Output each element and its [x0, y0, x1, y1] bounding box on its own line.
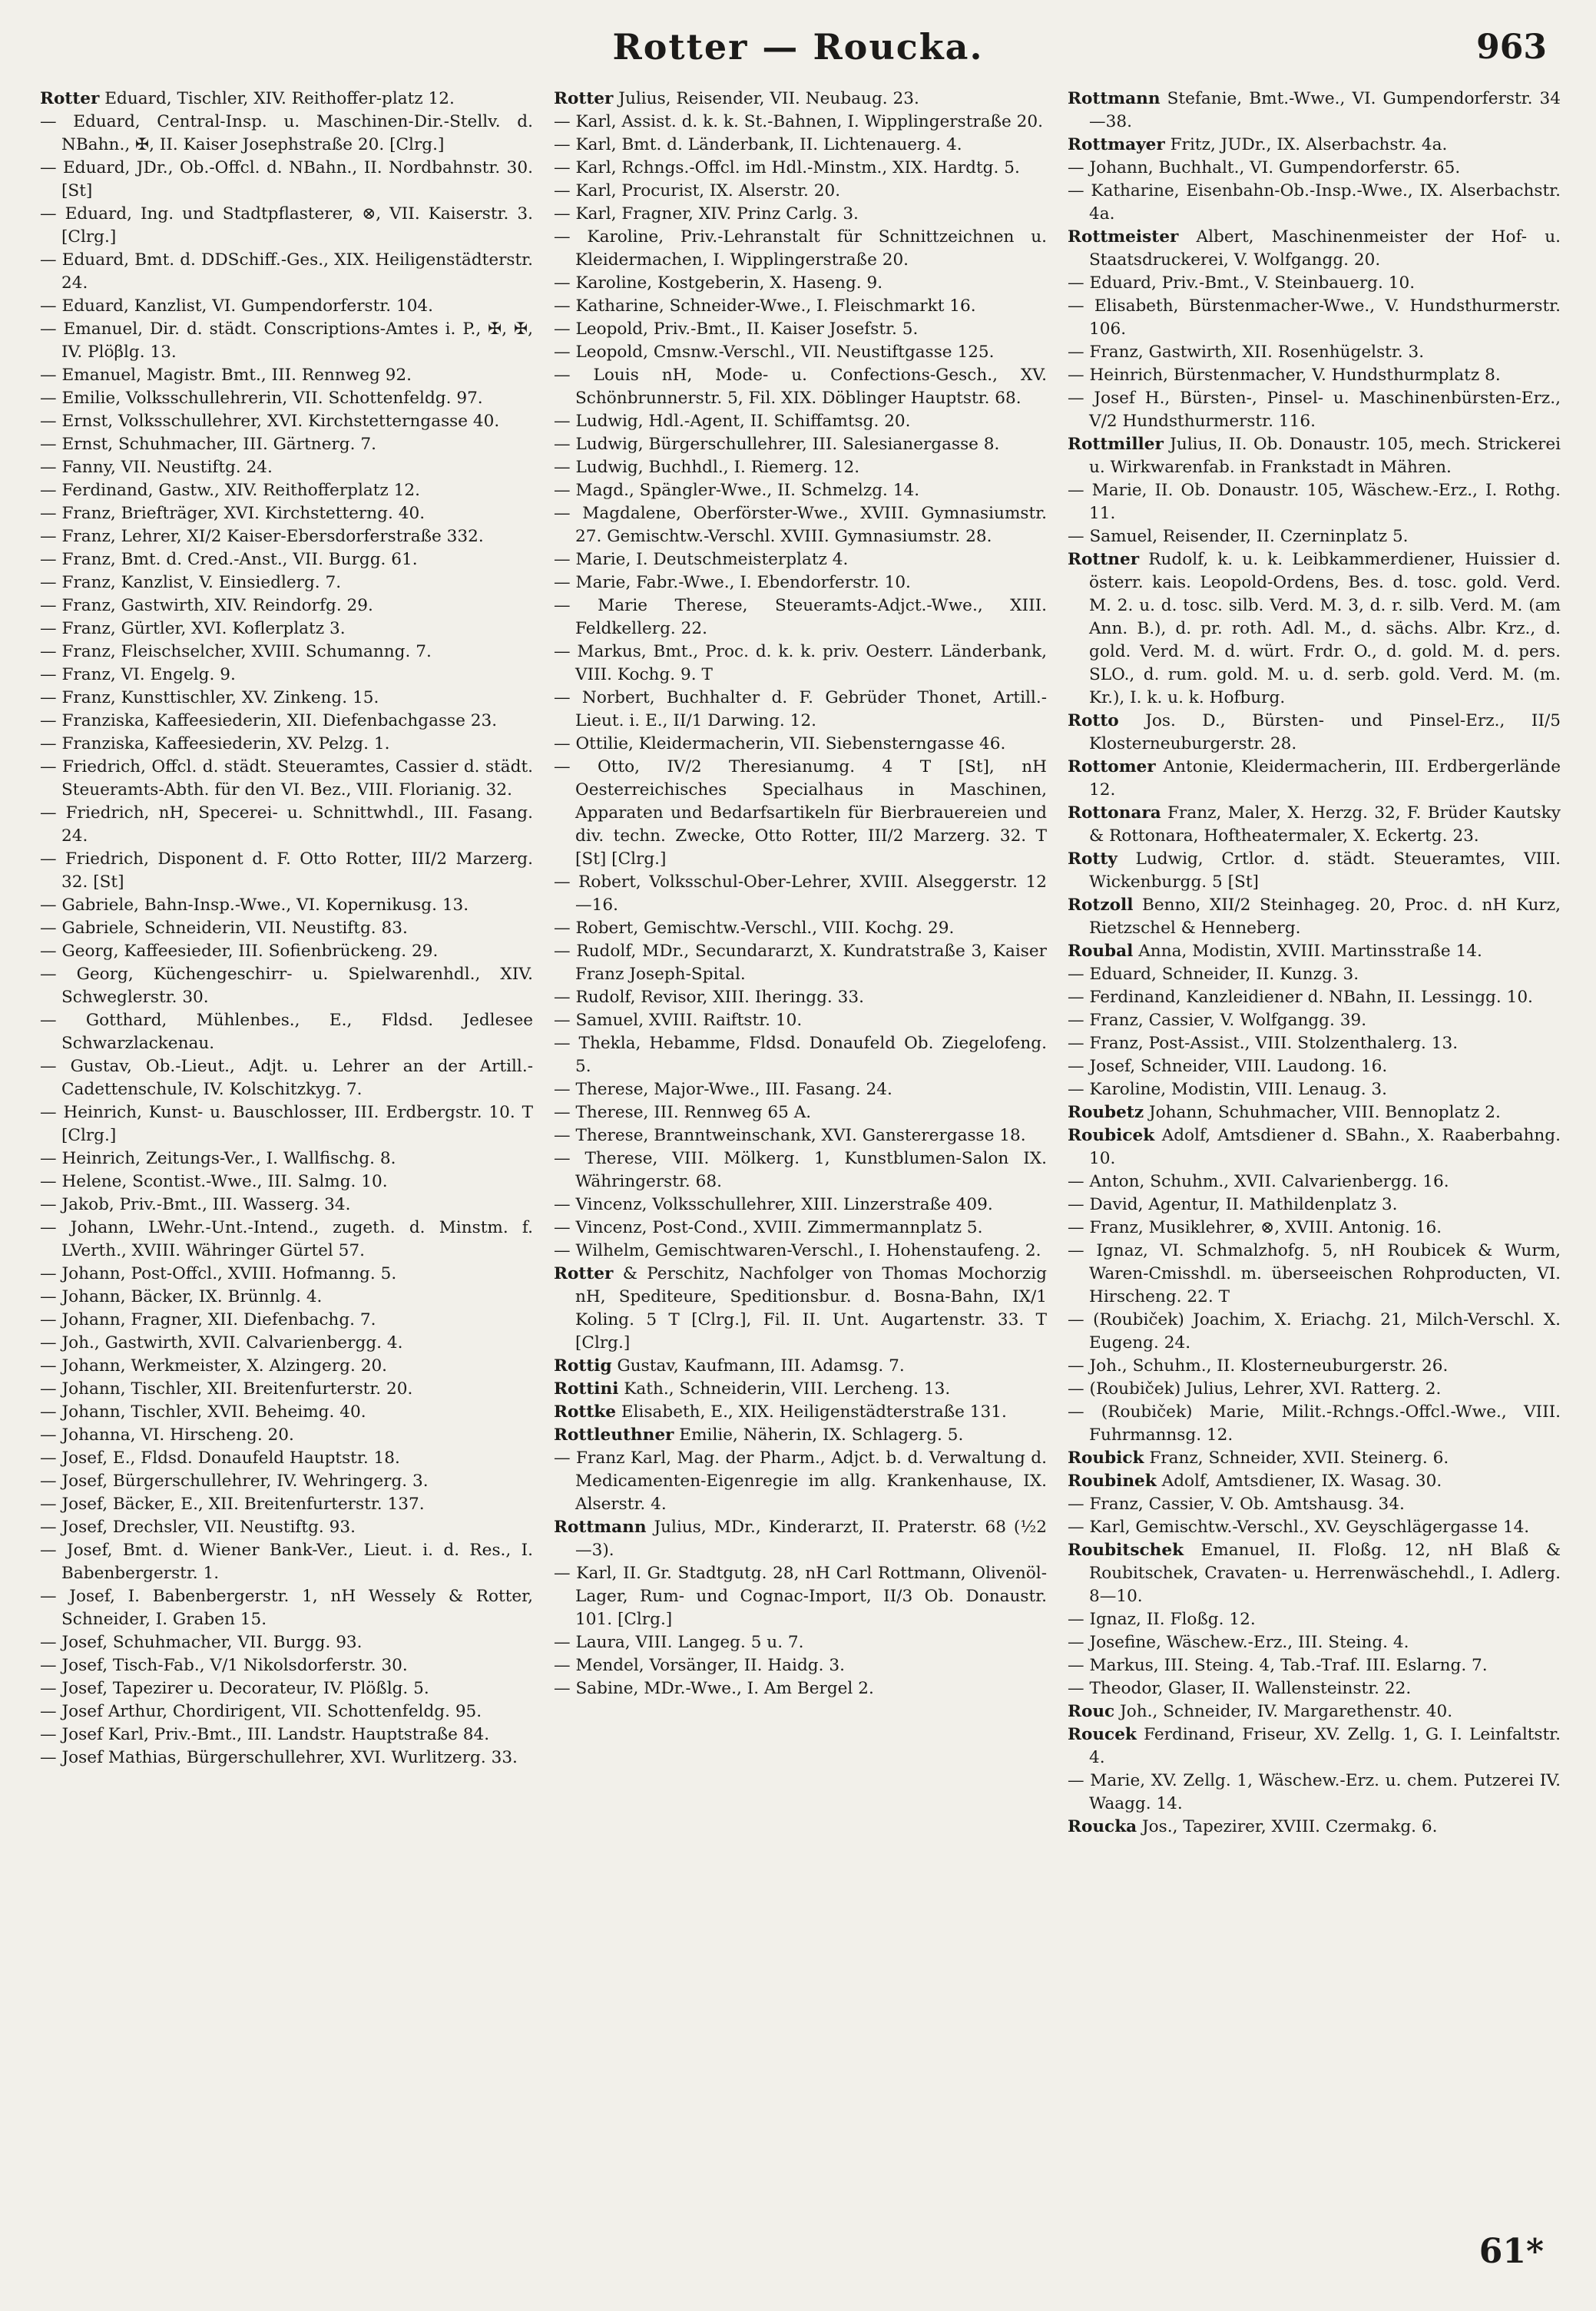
directory-entry: Rotter Eduard, Tischler, XIV. Reithoffer-platz 12. [40, 89, 455, 108]
directory-entry: — Marie, I. Deutschmeisterplatz 4. [554, 550, 849, 569]
directory-entry: — Therese, VIII. Mölkerg. 1, Kunstblumen-Salon IX. Währingerstr. 68. [554, 1149, 1047, 1191]
directory-entry: Rottleuthner Emilie, Näherin, IX. Schlagerg. 5. [554, 1425, 964, 1445]
directory-columns [40, 88, 1561, 2238]
directory-entry: — Josef, Schneider, VIII. Laudong. 16. [1068, 1057, 1388, 1076]
directory-column-3 [1068, 88, 1561, 2238]
directory-entry: — Karl, Procurist, IX. Alserstr. 20. [554, 181, 841, 200]
directory-entry: Rottke Elisabeth, E., XIX. Heiligenstädterstraße 131. [554, 1402, 1007, 1422]
directory-entry: — Samuel, Reisender, II. Czerninplatz 5. [1068, 527, 1409, 546]
directory-entry: — Franz, Cassier, V. Wolfgangg. 39. [1068, 1011, 1367, 1030]
directory-entry: Rotter Julius, Reisender, VII. Neubaug. 23. [554, 89, 919, 108]
directory-entry: — Vincenz, Post-Cond., XVIII. Zimmermannplatz 5. [554, 1218, 983, 1237]
directory-entry: — Heinrich, Bürstenmacher, V. Hundsthurmplatz 8. [1068, 366, 1501, 385]
directory-entry: — Leopold, Cmsnw.-Verschl., VII. Neustiftgasse 125. [554, 343, 995, 362]
directory-entry: — Johann, Tischler, XII. Breitenfurterstr. 20. [40, 1379, 413, 1399]
directory-entry: — (Roubiček) Joachim, X. Eriachg. 21, Milch-Verschl. X. Eugeng. 24. [1068, 1310, 1561, 1352]
directory-entry: — Josef, I. Babenbergerstr. 1, nH Wessely & Rotter, Schneider, I. Graben 15. [40, 1587, 533, 1629]
directory-entry: — Franz, Kunsttischler, XV. Zinkeng. 15. [40, 688, 379, 707]
directory-entry: — Karl, II. Gr. Stadtgutg. 28, nH Carl Rottmann, Olivenöl-Lager, Rum- und Cognac-Import, II/3 Ob. Donaustr. 101. [Clrg.] [554, 1564, 1047, 1629]
directory-entry: — Johann, Buchhalt., VI. Gumpendorferstr. 65. [1068, 158, 1461, 177]
directory-entry: Rouc Joh., Schneider, IV. Margarethenstr. 40. [1068, 1702, 1453, 1721]
directory-entry: Roubinek Adolf, Amtsdiener, IX. Wasag. 30. [1068, 1472, 1442, 1491]
directory-entry: — Ottilie, Kleidermacherin, VII. Siebensterngasse 46. [554, 734, 1006, 753]
directory-entry: — Franz, Post-Assist., VIII. Stolzenthalerg. 13. [1068, 1034, 1459, 1053]
directory-entry: — Robert, Gemischtw.-Verschl., VIII. Kochg. 29. [554, 919, 955, 938]
directory-entry: — Eduard, Schneider, II. Kunzg. 3. [1068, 965, 1359, 984]
directory-entry: — Karl, Bmt. d. Länderbank, II. Lichtenauerg. 4. [554, 135, 962, 154]
directory-entry: — Franz, Musiklehrer, ⊗, XVIII. Antonig. 16. [1068, 1218, 1442, 1237]
directory-entry: — Josef, Drechsler, VII. Neustiftg. 93. [40, 1518, 356, 1537]
directory-entry: — Karl, Assist. d. k. k. St.-Bahnen, I. Wipplingerstraße 20. [554, 112, 1043, 131]
directory-entry: — Johann, Tischler, XVII. Beheimg. 40. [40, 1402, 366, 1422]
directory-entry: — Friedrich, Offcl. d. städt. Steueramtes, Cassier d. städt. Steueramts-Abth. für den VI. Bez., VIII. Florianig. 32. [40, 757, 533, 800]
directory-entry: Rotzoll Benno, XII/2 Steinhageg. 20, Proc. d. nH Kurz, Rietzschel & Henneberg. [1068, 896, 1561, 938]
running-title: Rotter — Roucka. [612, 26, 984, 68]
directory-entry: — Ignaz, II. Floßg. 12. [1068, 1610, 1256, 1629]
directory-entry: — Ludwig, Hdl.-Agent, II. Schiffamtsg. 20. [554, 412, 911, 431]
directory-entry: Rotto Jos. D., Bürsten- und Pinsel-Erz., II/5 Klosterneuburgerstr. 28. [1068, 711, 1561, 753]
directory-entry: — Karoline, Kostgeberin, X. Haseng. 9. [554, 273, 883, 293]
directory-entry: — Karl, Fragner, XIV. Prinz Carlg. 3. [554, 204, 859, 223]
directory-entry: — Magd., Spängler-Wwe., II. Schmelzg. 14. [554, 481, 920, 500]
directory-entry: — Marie Therese, Steueramts-Adjct.-Wwe., XIII. Feldkellerg. 22. [554, 596, 1047, 638]
directory-entry: — Vincenz, Volksschullehrer, XIII. Linzerstraße 409. [554, 1195, 993, 1214]
directory-entry: — Elisabeth, Bürstenmacher-Wwe., V. Hundsthurmerstr. 106. [1068, 296, 1561, 339]
directory-entry: — Josef, Bürgerschullehrer, IV. Wehringerg. 3. [40, 1472, 429, 1491]
directory-entry: — Franz, Briefträger, XVI. Kirchstetterng. 40. [40, 504, 425, 523]
directory-entry: — Emanuel, Magistr. Bmt., III. Rennweg 92. [40, 366, 412, 385]
page-number: 963 [1476, 28, 1547, 67]
directory-entry: — Josef, Tapezirer u. Decorateur, IV. Plößlg. 5. [40, 1679, 429, 1698]
directory-entry: — Josef Mathias, Bürgerschullehrer, XVI. Wurlitzerg. 33. [40, 1748, 518, 1767]
directory-entry: — Ludwig, Bürgerschullehrer, III. Salesianergasse 8. [554, 435, 1000, 454]
directory-entry: — Emilie, Volksschullehrerin, VII. Schottenfeldg. 97. [40, 389, 483, 408]
directory-entry: — Markus, III. Steing. 4, Tab.-Traf. III. Eslarng. 7. [1068, 1656, 1488, 1675]
directory-entry: — Ludwig, Buchhdl., I. Riemerg. 12. [554, 458, 860, 477]
directory-entry: — Franz Karl, Mag. der Pharm., Adjct. b. d. Verwaltung d. Medicamenten-Eigenregie im allg. Krankenhause, IX. Alserstr. 4. [554, 1449, 1047, 1514]
directory-entry: — Franz, Kanzlist, V. Einsiedlerg. 7. [40, 573, 342, 592]
directory-entry: — Gabriele, Bahn-Insp.-Wwe., VI. Kopernikusg. 13. [40, 896, 469, 915]
directory-entry: — Mendel, Vorsänger, II. Haidg. 3. [554, 1656, 845, 1675]
directory-entry: Roubal Anna, Modistin, XVIII. Martinsstraße 14. [1068, 942, 1482, 961]
directory-entry: — Sabine, MDr.-Wwe., I. Am Bergel 2. [554, 1679, 874, 1698]
directory-entry: — Friedrich, nH, Specerei- u. Schnittwhdl., III. Fasang. 24. [40, 803, 533, 846]
directory-entry: — Anton, Schuhm., XVII. Calvarienbergg. 16. [1068, 1172, 1449, 1191]
directory-entry: — Laura, VIII. Langeg. 5 u. 7. [554, 1633, 804, 1652]
directory-entry: — Markus, Bmt., Proc. d. k. k. priv. Oesterr. Länderbank, VIII. Kochg. 9. T [554, 642, 1047, 684]
directory-entry: — Gustav, Ob.-Lieut., Adjt. u. Lehrer an der Artill.-Cadettenschule, IV. Kolschitzkyg. 7. [40, 1057, 533, 1099]
directory-entry: — Franz, Lehrer, XI/2 Kaiser-Ebersdorferstraße 332. [40, 527, 484, 546]
directory-entry: — Ignaz, VI. Schmalzhofg. 5, nH Roubicek & Wurm, Waren-Cmisshdl. m. überseeischen Rohproducten, VI. Hirscheng. 22. T [1068, 1241, 1561, 1306]
directory-entry: — Josef, Bmt. d. Wiener Bank-Ver., Lieut. i. d. Res., I. Babenbergerstr. 1. [40, 1541, 533, 1583]
directory-entry: — Heinrich, Kunst- u. Bauschlosser, III. Erdbergstr. 10. T [Clrg.] [40, 1103, 533, 1145]
directory-entry: — Josefine, Wäschew.-Erz., III. Steing. 4. [1068, 1633, 1409, 1652]
directory-entry: — Josef, Tisch-Fab., V/1 Nikolsdorferstr. 30. [40, 1656, 408, 1675]
directory-column-2 [554, 88, 1047, 2238]
directory-entry: — Franz, Bmt. d. Cred.-Anst., VII. Burgg. 61. [40, 550, 418, 569]
directory-entry: — Josef, Schuhmacher, VII. Burgg. 93. [40, 1633, 363, 1652]
directory-entry: — Helene, Scontist.-Wwe., III. Salmg. 10. [40, 1172, 388, 1191]
directory-entry: Roubick Franz, Schneider, XVII. Steinerg. 6. [1068, 1449, 1449, 1468]
directory-entry: — Joh., Gastwirth, XVII. Calvarienbergg. 4. [40, 1333, 403, 1352]
directory-entry: — Ferdinand, Gastw., XIV. Reithofferplatz 12. [40, 481, 421, 500]
directory-entry: Roubetz Johann, Schuhmacher, VIII. Bennoplatz 2. [1068, 1103, 1501, 1122]
directory-entry: — Rudolf, Revisor, XIII. Iheringg. 33. [554, 988, 864, 1007]
directory-entry: — Theodor, Glaser, II. Wallensteinstr. 22. [1068, 1679, 1412, 1698]
directory-entry: Roucek Ferdinand, Friseur, XV. Zellg. 1, G. I. Leinfaltstr. 4. [1068, 1725, 1561, 1767]
directory-entry: — Johann, Fragner, XII. Diefenbachg. 7. [40, 1310, 376, 1329]
directory-entry: — Gabriele, Schneiderin, VII. Neustiftg. 83. [40, 919, 408, 938]
directory-entry: — Ernst, Volksschullehrer, XVI. Kirchstetterngasse 40. [40, 412, 500, 431]
directory-entry: — Eduard, Bmt. d. DDSchiff.-Ges., XIX. Heiligenstädterstr. 24. [40, 250, 533, 293]
directory-entry: — Eduard, JDr., Ob.-Offcl. d. NBahn., II. Nordbahnstr. 30. [St] [40, 158, 533, 200]
directory-entry: — Fanny, VII. Neustiftg. 24. [40, 458, 273, 477]
directory-entry: — Karoline, Modistin, VIII. Lenaug. 3. [1068, 1080, 1388, 1099]
directory-entry: — Johann, Post-Offcl., XVIII. Hofmanng. 5. [40, 1264, 397, 1283]
directory-entry: — Jakob, Priv.-Bmt., III. Wasserg. 34. [40, 1195, 351, 1214]
page-header [0, 22, 1596, 83]
directory-entry: — Ferdinand, Kanzleidiener d. NBahn, II. Lessingg. 10. [1068, 988, 1533, 1007]
directory-entry: Roucka Jos., Tapezirer, XVIII. Czermakg. 6. [1068, 1817, 1438, 1836]
directory-entry: — Franz, Cassier, V. Ob. Amtshausg. 34. [1068, 1495, 1405, 1514]
directory-entry: — Emanuel, Dir. d. städt. Conscriptions-Amtes i. P., ✠, ✠, IV. Plöβlg. 13. [40, 320, 533, 362]
directory-entry: — Rudolf, MDr., Secundararzt, X. Kundratstraße 3, Kaiser Franz Joseph-Spital. [554, 942, 1047, 984]
directory-entry: — Therese, III. Rennweg 65 A. [554, 1103, 812, 1122]
directory-entry: Roubitschek Emanuel, II. Floßg. 12, nH Blaß & Roubitschek, Cravaten- u. Herrenwäschehdl., I. Adlerg. 8—10. [1068, 1541, 1561, 1606]
directory-entry: — Otto, IV/2 Theresianumg. 4 T [St], nH Oesterreichisches Specialhaus in Maschinen, Apparaten und Bedarfsartikeln für Bierbrauereien und div. techn. Zwecke, Otto Rotter, III/2 Marzerg. 32. T [St] [Clrg.] [554, 757, 1047, 869]
directory-entry: — Franz, Gürtler, XVI. Koflerplatz 3. [40, 619, 346, 638]
directory-entry: — Norbert, Buchhalter d. F. Gebrüder Thonet, Artill.-Lieut. i. E., II/1 Darwing. 12. [554, 688, 1047, 730]
directory-entry: — Marie, II. Ob. Donaustr. 105, Wäschew.-Erz., I. Rothg. 11. [1068, 481, 1561, 523]
directory-entry: — Friedrich, Disponent d. F. Otto Rotter, III/2 Marzerg. 32. [St] [40, 849, 533, 892]
directory-entry: — Ernst, Schuhmacher, III. Gärtnerg. 7. [40, 435, 376, 454]
directory-entry: — Josef Arthur, Chordirigent, VII. Schottenfeldg. 95. [40, 1702, 482, 1721]
directory-entry: — Eduard, Kanzlist, VI. Gumpendorferstr. 104. [40, 296, 434, 316]
directory-entry: — Thekla, Hebamme, Fldsd. Donaufeld Ob. Ziegelofeng. 5. [554, 1034, 1047, 1076]
directory-entry: Rottmann Julius, MDr., Kinderarzt, II. Praterstr. 68 (½2—3). [554, 1518, 1047, 1560]
directory-entry: — Wilhelm, Gemischtwaren-Verschl., I. Hohenstaufeng. 2. [554, 1241, 1041, 1260]
directory-entry: Rotter & Perschitz, Nachfolger von Thomas Mochorzig nH, Spediteure, Speditionsbur. d. Bosna-Bahn, IX/1 Koling. 5 T [Clrg.], Fil. II. Unt. Augartenstr. 33. T [Clrg.] [554, 1264, 1047, 1352]
directory-entry: — Eduard, Central-Insp. u. Maschinen-Dir.-Stellv. d. NBahn., ✠, II. Kaiser Josephstraße 20. [Clrg.] [40, 112, 533, 154]
directory-entry: — Josef, E., Fldsd. Donaufeld Hauptstr. 18. [40, 1449, 400, 1468]
directory-column-1 [40, 88, 533, 2238]
directory-entry: Rotty Ludwig, Crtlor. d. städt. Steueramtes, VIII. Wickenburgg. 5 [St] [1068, 849, 1561, 892]
directory-entry: — Karl, Rchngs.-Offcl. im Hdl.-Minstm., XIX. Hardtg. 5. [554, 158, 1020, 177]
directory-entry: — Heinrich, Zeitungs-Ver., I. Wallfischg. 8. [40, 1149, 396, 1168]
directory-entry: — Johann, Werkmeister, X. Alzingerg. 20. [40, 1356, 388, 1376]
directory-entry: Rottmayer Fritz, JUDr., IX. Alserbachstr. 4a. [1068, 135, 1448, 154]
directory-entry: — Gotthard, Mühlenbes., E., Fldsd. Jedlesee Schwarzlackenau. [40, 1011, 533, 1053]
directory-entry: — Louis nH, Mode- u. Confections-Gesch., XV. Schönbrunnerstr. 5, Fil. XIX. Döblinger Hauptstr. 68. [554, 366, 1047, 408]
directory-entry: Rottig Gustav, Kaufmann, III. Adamsg. 7. [554, 1356, 905, 1376]
directory-entry: — Marie, XV. Zellg. 1, Wäschew.-Erz. u. chem. Putzerei IV. Waagg. 14. [1068, 1771, 1561, 1813]
directory-entry: — Joh., Schuhm., II. Klosterneuburgerstr. 26. [1068, 1356, 1449, 1376]
directory-entry: — Franz, Fleischselcher, XVIII. Schumanng. 7. [40, 642, 432, 661]
directory-entry: — Karoline, Priv.-Lehranstalt für Schnittzeichnen u. Kleidermachen, I. Wipplingerstraße 20. [554, 227, 1047, 270]
directory-entry: — Franziska, Kaffeesiederin, XV. Pelzg. 1. [40, 734, 390, 753]
directory-entry: — Karl, Gemischtw.-Verschl., XV. Geyschlägergasse 14. [1068, 1518, 1530, 1537]
directory-entry: Rottini Kath., Schneiderin, VIII. Lercheng. 13. [554, 1379, 951, 1399]
directory-entry: — Josef Karl, Priv.-Bmt., III. Landstr. Hauptstraße 84. [40, 1725, 490, 1744]
directory-entry: — Robert, Volksschul-Ober-Lehrer, XVIII. Alseggerstr. 12—16. [554, 872, 1047, 915]
directory-entry: — Therese, Major-Wwe., III. Fasang. 24. [554, 1080, 892, 1099]
directory-entry: — Therese, Branntweinschank, XVI. Gansterergasse 18. [554, 1126, 1026, 1145]
directory-entry: — Johanna, VI. Hirscheng. 20. [40, 1425, 294, 1445]
directory-entry: — Katharine, Schneider-Wwe., I. Fleischmarkt 16. [554, 296, 976, 316]
directory-entry: — Franz, Gastwirth, XIV. Reindorfg. 29. [40, 596, 373, 615]
directory-entry: Rottmann Stefanie, Bmt.-Wwe., VI. Gumpendorferstr. 34—38. [1068, 89, 1561, 131]
directory-entry: — David, Agentur, II. Mathildenplatz 3. [1068, 1195, 1398, 1214]
directory-entry: — Josef, Bäcker, E., XII. Breitenfurterstr. 137. [40, 1495, 425, 1514]
directory-entry: — Katharine, Eisenbahn-Ob.-Insp.-Wwe., IX. Alserbachstr. 4a. [1068, 181, 1561, 223]
directory-entry: — Magdalene, Oberförster-Wwe., XVIII. Gymnasiumstr. 27. Gemischtw.-Verschl. XVIII. Gymnasiumstr. 28. [554, 504, 1047, 546]
directory-entry: Rottmeister Albert, Maschinenmeister der Hof- u. Staatsdruckerei, V. Wolfgangg. 20. [1068, 227, 1561, 270]
directory-entry: — (Roubiček) Julius, Lehrer, XVI. Ratterg. 2. [1068, 1379, 1442, 1399]
directory-entry: Rottonara Franz, Maler, X. Herzg. 32, F. Brüder Kautsky & Rottonara, Hoftheatermaler, X. Eckertg. 23. [1068, 803, 1561, 846]
directory-entry: — Johann, LWehr.-Unt.-Intend., zugeth. d. Minstm. f. LVerth., XVIII. Währinger Gürtel 57. [40, 1218, 533, 1260]
directory-entry: — Georg, Küchengeschirr- u. Spielwarenhdl., XIV. Schweglerstr. 30. [40, 965, 533, 1007]
signature-mark: 61* [1478, 2232, 1544, 2271]
directory-entry: — Eduard, Priv.-Bmt., V. Steinbauerg. 10. [1068, 273, 1416, 293]
directory-entry: Rottomer Antonie, Kleidermacherin, III. Erdbergerlände 12. [1068, 757, 1561, 800]
directory-entry: Rottner Rudolf, k. u. k. Leibkammerdiener, Huissier d. österr. kais. Leopold-Ordens, Bes. d. tosc. gold. Verd. M. 2. u. d. tosc. silb. Verd. M. 3, d. r. silb. Verd. M. (am Ann. B.), d. pr. roth. Adl. M., d. sächs. Albr. Krz., d. gold. Verd. M. d. würt. Frdr. O., d. gold. M. d. pers. SLO., d. rum. gold. M. u. d. serb. gold. Verd. M. (m. Kr.), I. k. u. k. Hofburg. [1068, 550, 1561, 707]
directory-entry: — Marie, Fabr.-Wwe., I. Ebendorferstr. 10. [554, 573, 911, 592]
directory-entry: — Johann, Bäcker, IX. Brünnlg. 4. [40, 1287, 323, 1306]
directory-entry: — Franz, Gastwirth, XII. Rosenhügelstr. 3. [1068, 343, 1425, 362]
directory-entry: — Georg, Kaffeesieder, III. Sofienbrückeng. 29. [40, 942, 439, 961]
directory-entry: Rottmiller Julius, II. Ob. Donaustr. 105, mech. Strickerei u. Wirkwarenfab. in Frankstadt in Mähren. [1068, 435, 1561, 477]
directory-entry: — Leopold, Priv.-Bmt., II. Kaiser Josefstr. 5. [554, 320, 919, 339]
directory-entry: — Franziska, Kaffeesiederin, XII. Diefenbachgasse 23. [40, 711, 498, 730]
directory-entry: — Franz, VI. Engelg. 9. [40, 665, 236, 684]
directory-entry: — Samuel, XVIII. Raiftstr. 10. [554, 1011, 803, 1030]
directory-entry: Roubicek Adolf, Amtsdiener d. SBahn., X. Raaberbahng. 10. [1068, 1126, 1561, 1168]
directory-entry: — (Roubiček) Marie, Milit.-Rchngs.-Offcl.-Wwe., VIII. Fuhrmannsg. 12. [1068, 1402, 1561, 1445]
directory-entry: — Eduard, Ing. und Stadtpflasterer, ⊗, VII. Kaiserstr. 3. [Clrg.] [40, 204, 533, 247]
directory-entry: — Josef H., Bürsten-, Pinsel- u. Maschinenbürsten-Erz., V/2 Hundsthurmerstr. 116. [1068, 389, 1561, 431]
